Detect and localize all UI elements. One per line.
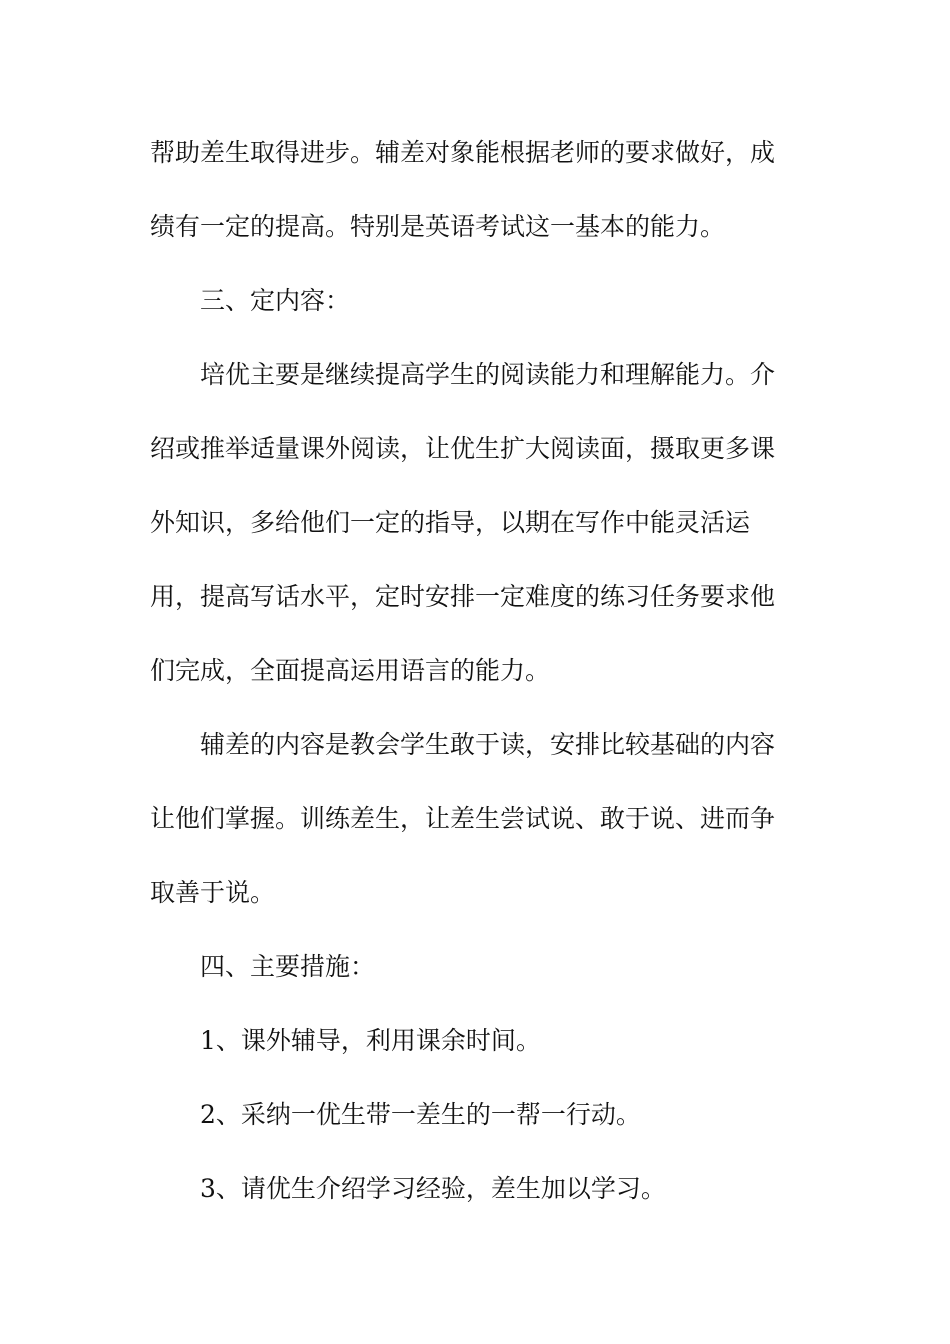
paragraph-line: 取善于说。 xyxy=(150,878,276,907)
list-item: 3、请优生介绍学习经验，差生加以学习。 xyxy=(200,1174,666,1203)
paragraph-line: 绩有一定的提高。特别是英语考试这一基本的能力。 xyxy=(150,212,726,241)
paragraph-line: 培优主要是继续提高学生的阅读能力和理解能力。介 xyxy=(200,360,776,389)
paragraph-line: 外知识，多给他们一定的指导，以期在写作中能灵活运 xyxy=(150,508,751,537)
list-item: 2、采纳一优生带一差生的一帮一行动。 xyxy=(200,1100,641,1129)
paragraph-line: 们完成，全面提高运用语言的能力。 xyxy=(150,656,551,685)
paragraph-line: 绍或推举适量课外阅读，让优生扩大阅读面，摄取更多课 xyxy=(150,434,776,463)
paragraph-line: 帮助差生取得进步。辅差对象能根据老师的要求做好，成 xyxy=(150,138,776,167)
list-item: 1、课外辅导，利用课余时间。 xyxy=(200,1026,541,1055)
section-heading: 三、定内容： xyxy=(200,286,351,315)
section-heading: 四、主要措施： xyxy=(200,952,376,981)
paragraph-line: 辅差的内容是教会学生敢于读，安排比较基础的内容 xyxy=(200,730,776,759)
paragraph-line: 让他们掌握。训练差生，让差生尝试说、敢于说、进而争 xyxy=(150,804,776,833)
paragraph-line: 用，提高写话水平，定时安排一定难度的练习任务要求他 xyxy=(150,582,776,611)
